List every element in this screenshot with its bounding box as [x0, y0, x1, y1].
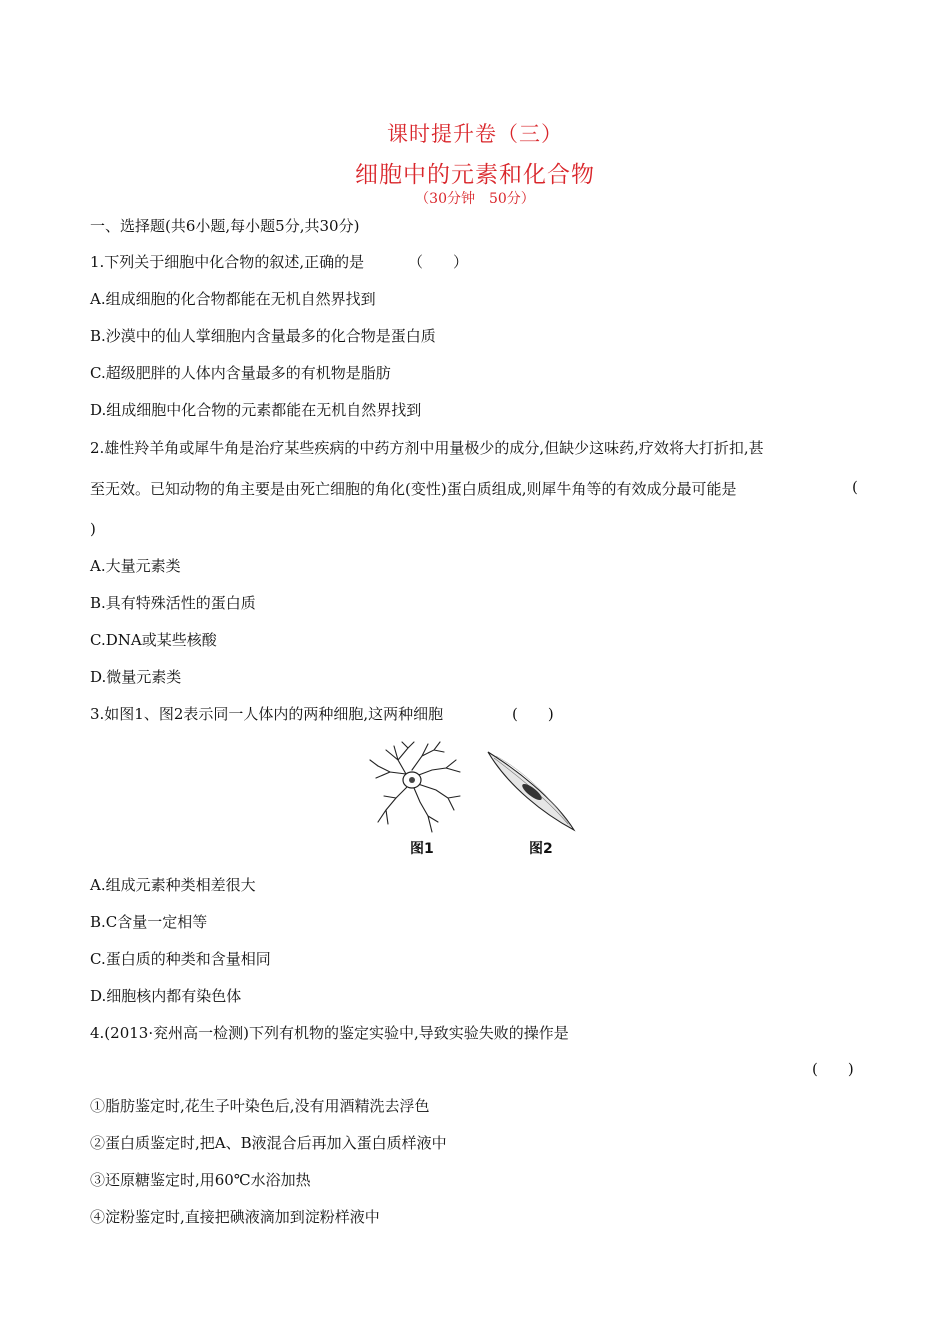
question-4-answer-blank: ( ) — [812, 1060, 854, 1078]
question-4-item-1: ①脂肪鉴定时,花生子叶染色后,没有用酒精洗去浮色 — [90, 1097, 430, 1115]
page-subtitle: 细胞中的元素和化合物 — [355, 162, 595, 188]
question-2-option-c: C.DNA或某些核酸 — [90, 631, 217, 649]
question-2-option-d: D.微量元素类 — [90, 668, 182, 686]
question-2-option-a: A.大量元素类 — [90, 557, 181, 575]
question-3-option-a: A.组成元素种类相差很大 — [90, 876, 256, 894]
question-1-answer-blank: （ ） — [408, 253, 469, 271]
section-heading: 一、选择题(共6小题,每小题5分,共30分) — [90, 217, 360, 235]
question-1-option-a: A.组成细胞的化合物都能在无机自然界找到 — [90, 290, 376, 308]
question-1-stem: 1.下列关于细胞中化合物的叙述,正确的是 — [90, 253, 365, 271]
question-4-item-4: ④淀粉鉴定时,直接把碘液滴加到淀粉样液中 — [90, 1208, 380, 1226]
question-4-stem: 4.(2013·兖州高一检测)下列有机物的鉴定实验中,导致实验失败的操作是 — [90, 1024, 569, 1042]
figure-2-caption: 图2 — [529, 841, 553, 857]
question-1-option-b: B.沙漠中的仙人掌细胞内含量最多的化合物是蛋白质 — [90, 327, 436, 345]
exam-meta: （30分钟 50分） — [415, 191, 535, 207]
question-2-stem-line1: 2.雄性羚羊角或犀牛角是治疗某些疾病的中药方剂中用量极少的成分,但缺少这味药,疗效将大打折扣,甚 — [90, 439, 764, 457]
question-4-item-3: ③还原糖鉴定时,用60℃水浴加热 — [90, 1171, 311, 1189]
question-3-option-d: D.细胞核内都有染色体 — [90, 987, 242, 1005]
neuron-cell-figure — [368, 740, 464, 836]
question-2-paren-close: ) — [90, 520, 96, 538]
question-3-option-c: C.蛋白质的种类和含量相同 — [90, 950, 271, 968]
question-1-option-c: C.超级肥胖的人体内含量最多的有机物是脂肪 — [90, 364, 391, 382]
figure-1-caption: 图1 — [410, 841, 434, 857]
question-3-answer-blank: ( ) — [512, 705, 554, 723]
question-3-stem: 3.如图1、图2表示同一人体内的两种细胞,这两种细胞 — [90, 705, 444, 723]
page-title: 课时提升卷（三） — [387, 122, 563, 146]
question-4-item-2: ②蛋白质鉴定时,把A、B液混合后再加入蛋白质样液中 — [90, 1134, 447, 1152]
smooth-muscle-cell-figure — [484, 748, 580, 834]
question-2-paren-open: ( — [852, 478, 858, 496]
question-2-option-b: B.具有特殊活性的蛋白质 — [90, 594, 256, 612]
question-1-option-d: D.组成细胞中化合物的元素都能在无机自然界找到 — [90, 401, 422, 419]
question-2-stem-line2: 至无效。已知动物的角主要是由死亡细胞的角化(变性)蛋白质组成,则犀牛角等的有效成分最可能是 — [90, 480, 737, 498]
question-3-option-b: B.C含量一定相等 — [90, 913, 208, 931]
